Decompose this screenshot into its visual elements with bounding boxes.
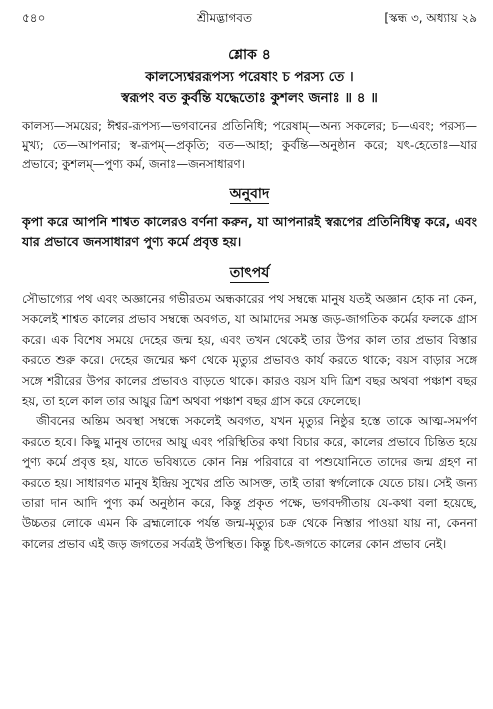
verse-text <box>22 67 477 109</box>
book-title: শ্রীমদ্ভাগবত <box>196 11 252 25</box>
purport-title-text: তাৎপর্য <box>229 265 270 281</box>
word-synonyms: কালস্য—সময়ের; ঈশ্বর-রূপস্য—ভগবানের প্রতিনিধি; পরেষাম্—অন্য সকলের; চ—এবং; পরস্য—মুখ্য; তে—আপনার; স্ব-রূপম্—প্রকৃতি; বত—আহা; কুর্বন্তি—অনুষ্ঠান করে; যৎ-হেতোঃ—যার প্রভাবে; কুশলম্—পুণ্য কর্ম, জনাঃ—জনসাধারণ। <box>22 119 477 171</box>
running-header <box>22 8 477 28</box>
verse-heading: শ্লোক ৪ <box>228 47 271 63</box>
purport-paragraph-1: সৌভাগ্যের পথ এবং অজ্ঞানের গভীরতম অন্ধকারের পথ সম্বন্ধে মানুষ যতই অজ্ঞান হোক না কেন, সকলেই শাশ্বত কালের প্রভাব সম্বন্ধে অবগত, যা আমাদের সমস্ত জড়-জাগতিক কর্মের ফলকে গ্রাস করে। এক বিশেষ সময়ে দেহের জন্ম হয়, এবং তখন থেকেই তার উপর কাল তার প্রভাব বিস্তার করতে শুরু করে। দেহের জন্মের ক্ষণ থেকে মৃত্যুর প্রভাবও কার্য করতে থাকে; বয়স বাড়ার সঙ্গে সঙ্গে শরীরের উপর কালের প্রভাবও বাড়তে থাকে। কারও বয়স যদি ত্রিশ বছর অথবা পঞ্চাশ বছর হয়, তা হলে কাল তার আয়ুর ত্রিশ অথবা পঞ্চাশ বছর গ্রাস করে ফেলেছে। <box>22 292 477 409</box>
page-number: ৫৪০ <box>22 11 46 25</box>
purport-body <box>22 289 477 554</box>
translation-text: কৃপা করে আপনি শাশ্বত কালেরও বর্ণনা করুন, যা আপনারই স্বরূপের প্রতিনিধিত্ব করে, এবং যার প্রভাবে জনসাধারণ পুণ্য কর্মে প্রবৃত্ত হয়। <box>22 214 477 249</box>
section-reference: [স্কন্ধ ৩, অধ্যায় ২৯ <box>384 11 477 25</box>
translation-title-text: অনুবাদ <box>229 186 270 202</box>
translation-title <box>22 185 477 203</box>
purport-paragraph-2: জীবনের অন্তিম অবস্থা সম্বন্ধে সকলেই অবগত, যখন মৃত্যুর নিষ্ঠুর হস্তে তাকে আত্ম-সমর্পণ করতে হবে। কিছু মানুষ তাদের আয়ু এবং পরিস্থিতির কথা বিচার করে, কালের প্রভাবে চিন্তিত হয়ে পুণ্য কর্মে প্রবৃত্ত হয়, যাতে ভবিষ্যতে কোন নিম্ন পরিবারে বা পশুযোনিতে তাদের জন্ম গ্রহণ না করতে হয়। সাধারণত মানুষ ইন্দ্রিয় সুখের প্রতি আসক্ত, তাই তারা স্বর্গলোকে যেতে চায়। সেই জন্য তারা দান আদি পুণ্য কর্ম অনুষ্ঠান করে, কিন্তু প্রকৃত পক্ষে, ভগবদ্গীতায় যে-কথা বলা হয়েছে, উচ্চতর লোকে এমন কি ব্রহ্মলোকে পর্যন্ত জন্ম-মৃত্যুর চক্র থেকে নিস্তার পাওয়া যায় না, কেননা কালের প্রভাব এই জড় জগতের সর্বত্রই উপস্থিত। কিন্তু চিৎ-জগতে কালের কোন প্রভাব নেই। <box>22 414 477 551</box>
verse-line-2: স্বরূপং বত কুর্বন্তি যদ্ধেতোঃ কুশলং জনাঃ ॥ ৪ ॥ <box>121 90 378 106</box>
purport-title <box>22 264 477 282</box>
verse-line-1: কালস্যেশ্বররূপস্য পরেষাং চ পরস্য তে । <box>145 69 354 85</box>
